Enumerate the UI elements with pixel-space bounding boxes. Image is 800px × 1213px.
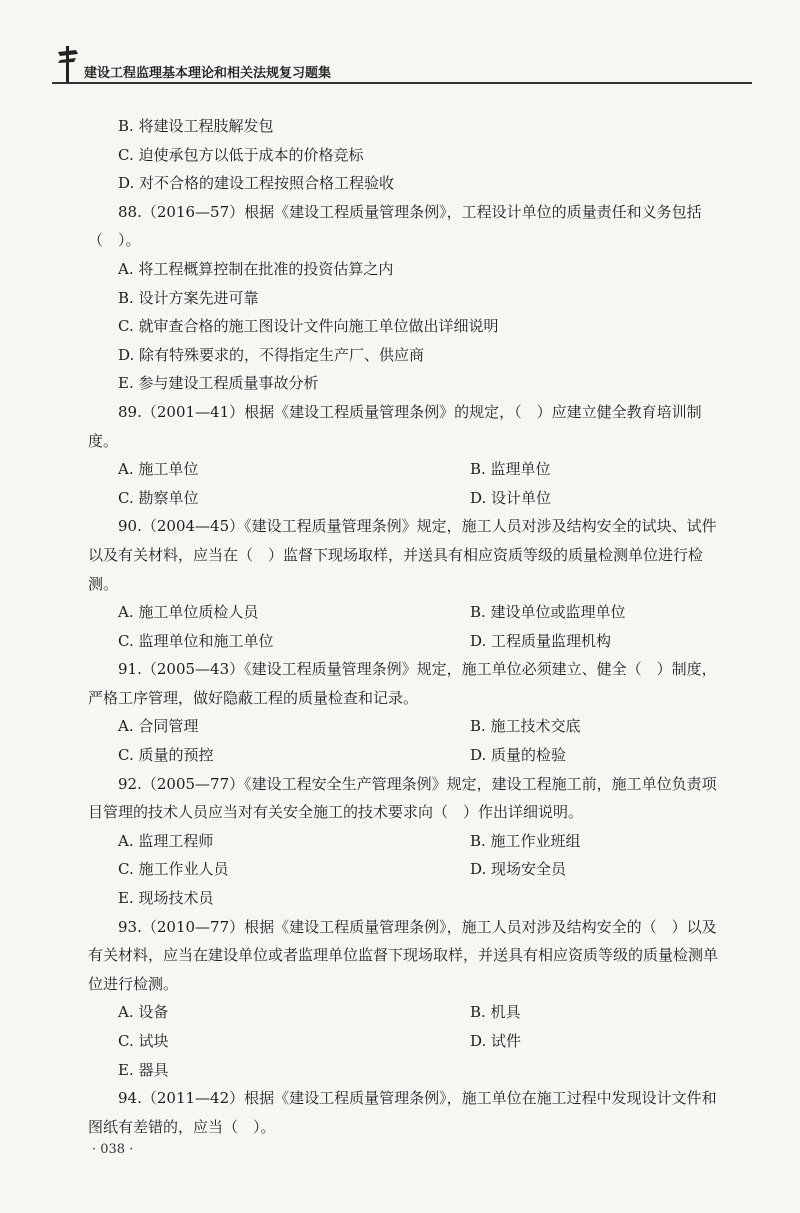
option-left: C. 勘察单位 — [118, 488, 199, 507]
question-text: 92.（2005—77）《建设工程安全生产管理条例》规定，建设工程施工前，施工单位负责项目管理的技术人员应当对有关安全施工的技术要求向（ ）作出详细说明。 — [88, 774, 717, 822]
question-text: 88.（2016—57）根据《建设工程质量管理条例》，工程设计单位的质量责任和义务包括（ ）。 — [88, 202, 702, 250]
option-row — [88, 827, 718, 856]
option-right: B. 施工作业班组 — [470, 831, 581, 850]
option-left: A. 监理工程师 — [118, 831, 214, 850]
option: D. 对不合格的建设工程按照合格工程验收 — [118, 174, 395, 193]
option: B. 设计方案先进可靠 — [118, 288, 259, 307]
option-right: B. 机具 — [470, 1003, 521, 1022]
option: C. 就审查合格的施工图设计文件向施工单位做出详细说明 — [118, 317, 499, 336]
option: A. 将工程概算控制在批准的投资估算之内 — [118, 259, 394, 278]
option-right: D. 工程质量监理机构 — [470, 631, 612, 650]
page-number: · 038 · — [92, 1142, 134, 1157]
option-right: B. 监理单位 — [470, 460, 551, 479]
option: C. 迫使承包方以低于成本的价格竞标 — [118, 145, 364, 164]
option-row — [88, 598, 718, 627]
option-right: D. 质量的检验 — [470, 746, 567, 765]
option-right: B. 建设单位或监理单位 — [470, 603, 626, 622]
option-right: D. 现场安全员 — [470, 860, 567, 879]
page-header — [52, 44, 752, 84]
option-left: A. 设备 — [118, 1003, 169, 1022]
option: E. 参与建设工程质量事故分析 — [118, 374, 319, 393]
option-left: C. 试块 — [118, 1032, 169, 1050]
option-left: A. 施工单位 — [118, 460, 199, 479]
option-right: D. 设计单位 — [470, 488, 552, 507]
option-row — [88, 741, 718, 770]
option-left: C. 质量的预控 — [118, 746, 214, 765]
header-rule — [52, 82, 752, 84]
option: E. 现场技术员 — [118, 889, 214, 908]
option: E. 器具 — [118, 1060, 169, 1079]
question-text: 93.（2010—77）根据《建设工程质量管理条例》，施工人员对涉及结构安全的（ ）以及有关材料，应当在建设单位或者监理单位监督下现场取样，并送具有相应资质等级的质量检测单位进行检测。 — [88, 917, 719, 993]
option-left: A. 施工单位质检人员 — [118, 603, 259, 622]
option: B. 将建设工程肢解发包 — [118, 117, 274, 135]
option-row — [88, 627, 718, 656]
option-row — [88, 484, 718, 513]
option-left: C. 施工作业人员 — [118, 860, 229, 879]
option-row — [88, 712, 718, 741]
page-content — [88, 112, 718, 1141]
option-right: B. 施工技术交底 — [470, 717, 581, 736]
option-row — [88, 1027, 718, 1056]
option-row — [88, 855, 718, 884]
signpost-logo-icon — [56, 44, 80, 84]
question-text: 89.（2001—41）根据《建设工程质量管理条例》的规定，（ ）应建立健全教育培训制度。 — [88, 402, 702, 450]
option-left: C. 监理单位和施工单位 — [118, 631, 274, 650]
option-right: D. 试件 — [470, 1032, 522, 1050]
question-text: 90.（2004—45）《建设工程质量管理条例》规定，施工人员对涉及结构安全的试块、试件以及有关材料，应当在（ ）监督下现场取样，并送具有相应资质等级的质量检测单位进行检测。 — [88, 517, 717, 593]
option-left: A. 合同管理 — [118, 717, 199, 736]
option-row — [88, 998, 718, 1027]
option: D. 除有特殊要求的，不得指定生产厂、供应商 — [118, 345, 425, 364]
question-text: 94.（2011—42）根据《建设工程质量管理条例》，施工单位在施工过程中发现设计文件和图纸有差错的，应当（ ）。 — [88, 1089, 717, 1136]
question-text: 91.（2005—43）《建设工程质量管理条例》规定，施工单位必须建立、健全（ ）制度，严格工序管理，做好隐蔽工程的质量检查和记录。 — [88, 660, 717, 707]
option-row — [88, 455, 718, 484]
book-title: 建设工程监理基本理论和相关法规复习题集 — [84, 66, 332, 81]
